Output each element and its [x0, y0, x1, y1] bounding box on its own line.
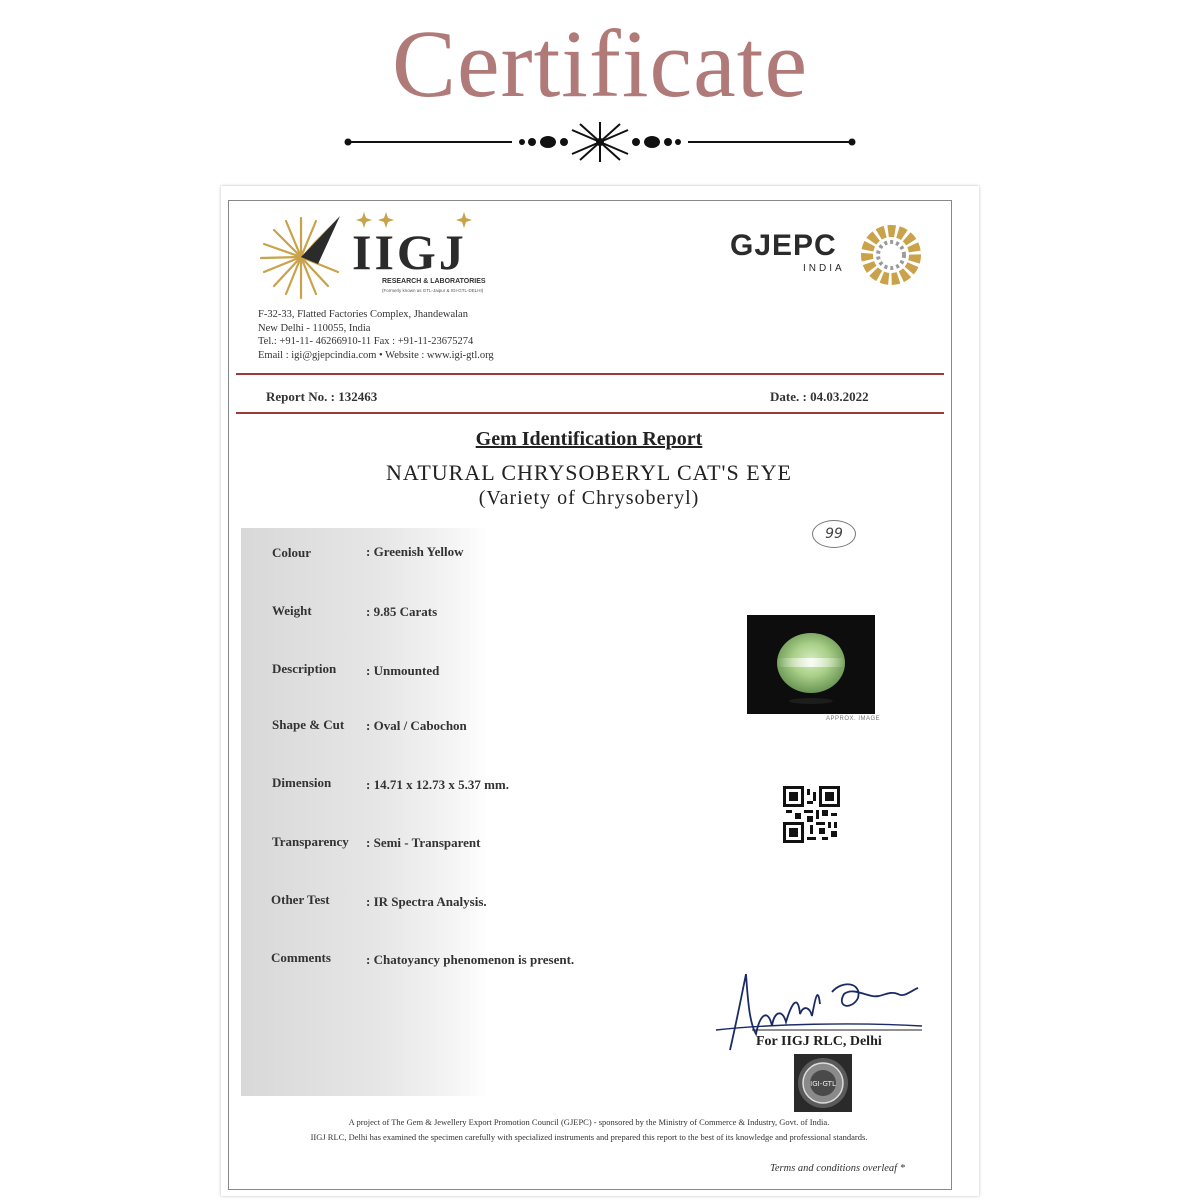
detail-value: : IR Spectra Analysis.: [366, 894, 487, 909]
report-rule: [236, 412, 944, 414]
detail-label: Colour: [272, 545, 311, 560]
detail-value: : Chatoyancy phenomenon is present.: [366, 952, 575, 967]
lab-logo-note: (Formerly known as GTL-Jaipur & IGI-GTL-DELHI): [382, 288, 484, 293]
detail-label: Description: [272, 661, 337, 676]
detail-value: : 9.85 Carats: [366, 604, 438, 619]
report-number-value: 132463: [338, 389, 378, 404]
detail-label: Comments: [271, 950, 331, 965]
gjepc-logo-text: GJEPC: [730, 229, 837, 262]
address-line: New Delhi - 110055, India: [258, 322, 371, 334]
report-number-label: Report No. :: [266, 389, 335, 404]
detail-label: Dimension: [272, 775, 332, 790]
footer-line: IIGJ RLC, Delhi has examined the specimen carefully with specialized instruments and prepared this report to the best of its knowledge and professional standards.: [310, 1132, 868, 1142]
header-rule: [236, 373, 944, 375]
detail-value: : Unmounted: [366, 663, 440, 678]
svg-text:IGI-GTL: IGI-GTL: [810, 1080, 836, 1088]
detail-value: : Semi - Transparent: [366, 835, 481, 850]
handwritten-note: 99: [812, 520, 856, 548]
gem-name: NATURAL CHRYSOBERYL CAT'S EYE: [386, 460, 792, 485]
image-caption: APPROX. IMAGE: [826, 716, 881, 722]
detail-label: Shape & Cut: [272, 717, 345, 732]
page-title: Certificate: [391, 10, 809, 117]
signed-for: For IIGJ RLC, Delhi: [756, 1034, 882, 1049]
footer-line: A project of The Gem & Jewellery Export Promotion Council (GJEPC) - sponsored by the Ministry of Commerce & Industry, Govt. of India.: [348, 1117, 830, 1127]
detail-label: Weight: [272, 603, 312, 618]
detail-value: : Greenish Yellow: [366, 544, 464, 559]
detail-value: : 14.71 x 12.73 x 5.37 mm.: [366, 777, 510, 792]
detail-label: Transparency: [272, 834, 349, 849]
report-date: [770, 389, 869, 405]
lab-logo-subtitle: RESEARCH & LABORATORIES: [382, 278, 486, 285]
detail-label: Other Test: [271, 892, 330, 907]
address-line: Email : igi@gjepcindia.com • Website : www.igi-gtl.org: [258, 349, 494, 361]
address-line: Tel.: +91-11- 46266910-11 Fax : +91-11-23675274: [258, 336, 474, 347]
report-heading: Gem Identification Report: [475, 428, 703, 450]
report-number: [266, 389, 377, 405]
gem-variety: (Variety of Chrysoberyl): [478, 487, 700, 509]
report-date-label: Date. :: [770, 389, 807, 404]
lab-address: [258, 308, 494, 362]
qr-code-icon[interactable]: [783, 786, 840, 843]
terms-link: Terms and conditions overleaf *: [770, 1163, 905, 1174]
iigj-burst-logo-icon: [256, 212, 346, 302]
ornament-divider: [340, 120, 860, 164]
detail-value: : Oval / Cabochon: [366, 718, 467, 733]
lab-logo-text: IIGJ: [352, 224, 467, 280]
gjepc-logo-sub: INDIA: [803, 263, 845, 274]
lab-seal-icon: [794, 1054, 852, 1112]
report-date-value: 04.03.2022: [810, 389, 869, 404]
address-line: F-32-33, Flatted Factories Complex, Jhandewalan: [258, 309, 468, 320]
gjepc-ring-logo-icon: [858, 222, 924, 288]
cats-eye-gem-icon: [747, 615, 875, 714]
gem-photo: [747, 615, 875, 714]
